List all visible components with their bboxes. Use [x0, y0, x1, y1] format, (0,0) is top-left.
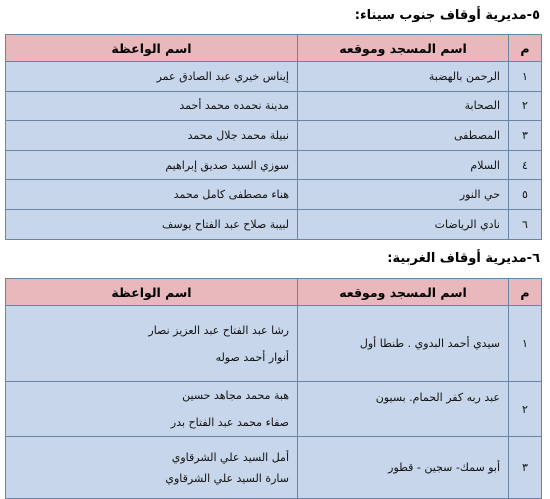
header-num: م [509, 279, 542, 306]
preacher-name: أمل السيد علي الشرقاوي [171, 450, 289, 464]
table-row [6, 306, 542, 382]
header-num: م [509, 35, 542, 62]
mosque-cell: الصحابة [298, 91, 509, 121]
mosque-cell: نادي الرياضات [298, 209, 509, 239]
header-preacher: اسم الواعظة [6, 35, 298, 62]
mosque-cell: السلام [298, 150, 509, 180]
table-row [6, 437, 542, 499]
mosque-cell: حي النور [298, 180, 509, 210]
table-row [6, 382, 542, 437]
preacher-name: أنوار أحمد صوله [215, 350, 289, 364]
table-row [6, 121, 542, 151]
mosque-cell: سيدي أحمد البدوي . طنطا أول [298, 306, 509, 382]
row-number: ١ [509, 306, 542, 382]
preacher-name: صفاء محمد عبد الفتاح بدر [170, 416, 289, 429]
preacher-cell: نبيلة محمد جلال محمد [6, 121, 298, 151]
table-header-row [6, 35, 542, 62]
header-mosque: اسم المسجد وموقعه [298, 279, 509, 306]
mosque-cell: المصطفى [298, 121, 509, 151]
row-number: ٤ [509, 150, 542, 180]
preacher-cell [6, 306, 298, 382]
table-row [6, 150, 542, 180]
row-number: ١ [509, 62, 542, 92]
row-number: ٢ [509, 91, 542, 121]
gharbia-table [5, 278, 542, 499]
row-number: ٣ [509, 121, 542, 151]
header-preacher: اسم الواعظة [6, 279, 298, 306]
row-number: ٣ [509, 437, 542, 499]
mosque-cell: الرحمن بالهضبة [298, 62, 509, 92]
table-row [6, 62, 542, 92]
row-number: ٢ [509, 382, 542, 437]
preacher-cell: سوزي السيد صديق إبراهيم [6, 150, 298, 180]
section-heading-gharbia: ٦-مديرية أوقاف الغربية: [387, 251, 540, 266]
table-row [6, 91, 542, 121]
section-heading-south-sinai: ٥-مديرية أوقاف جنوب سيناء: [354, 8, 540, 23]
preacher-cell: لبيبة صلاح عبد الفتاح يوسف [6, 209, 298, 239]
preacher-cell: مدينة نحمده محمد أحمد [6, 91, 298, 121]
preacher-cell [6, 437, 298, 499]
preacher-name: سارة السيد علي الشرقاوي [165, 471, 289, 485]
table-header-row [6, 279, 542, 306]
preacher-cell: هناء مصطفى كامل محمد [6, 180, 298, 210]
row-number: ٦ [509, 209, 542, 239]
header-mosque: اسم المسجد وموقعه [298, 35, 509, 62]
preacher-cell: إيناس خيري عبد الصادق عمر [6, 62, 298, 92]
preacher-name: رشا عبد الفتاح عبد العزيز نصار [148, 323, 289, 337]
preacher-name: هبة محمد مجاهد حسين [182, 389, 289, 402]
table-row [6, 209, 542, 239]
south-sinai-table [5, 34, 542, 240]
mosque-cell: عبد ربه كفر الحمام. بسيون [298, 382, 509, 437]
mosque-cell: أبو سمك- سجين - قطور [298, 437, 509, 499]
preacher-cell [6, 382, 298, 437]
table-row [6, 180, 542, 210]
row-number: ٥ [509, 180, 542, 210]
